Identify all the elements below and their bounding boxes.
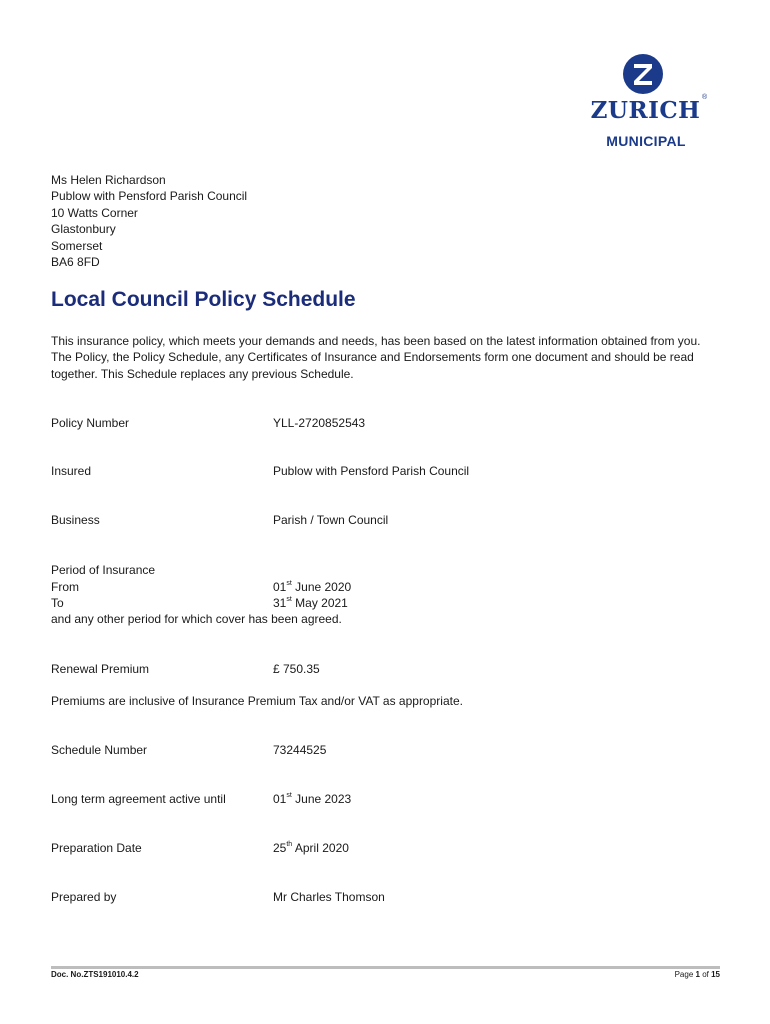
policy-number-value: YLL-2720852543	[273, 416, 366, 430]
renewal-premium-value: £ 750.35	[273, 662, 320, 676]
insured-value: Publow with Pensford Parish Council	[273, 464, 470, 478]
zurich-logo-icon	[623, 54, 663, 94]
period-to-label: To	[51, 596, 64, 610]
footer-doc-number: Doc. No.ZTS191010.4.2	[51, 970, 139, 979]
recipient-postcode: BA6 8FD	[51, 255, 100, 270]
renewal-premium-label: Renewal Premium	[51, 662, 150, 676]
business-value: Parish / Town Council	[273, 513, 389, 527]
recipient-name: Ms Helen Richardson	[51, 173, 166, 187]
recipient-organisation: Publow with Pensford Parish Council	[51, 189, 248, 204]
premium-note: Premiums are inclusive of Insurance Premium Tax and/or VAT as appropriate.	[51, 694, 463, 708]
page-title: Local Council Policy Schedule	[51, 288, 356, 311]
zurich-municipal-logo	[588, 54, 718, 150]
logo-registered-mark: ®	[702, 94, 708, 101]
schedule-number-value: 73244525	[273, 743, 327, 757]
recipient-county: Somerset	[51, 238, 103, 253]
period-note: and any other period for which cover has been agreed.	[51, 612, 342, 626]
recipient-town: Glastonbury	[51, 222, 116, 237]
prepared-by-label: Prepared by	[51, 890, 117, 904]
footer-page-number: Page 1 of 15	[674, 970, 720, 979]
preparation-date-value: 25th April 2020	[273, 841, 349, 855]
policy-number-label: Policy Number	[51, 416, 130, 430]
long-term-value: 01st June 2023	[273, 792, 352, 806]
period-heading: Period of Insurance	[51, 563, 156, 577]
recipient-street: 10 Watts Corner	[51, 205, 138, 220]
logo-brand: ZURICH	[590, 97, 701, 124]
logo-subbrand: MUNICIPAL	[606, 133, 686, 149]
period-to-value: 31st May 2021	[273, 596, 348, 610]
business-label: Business	[51, 513, 100, 527]
footer-divider	[51, 966, 720, 969]
period-from-label: From	[51, 580, 79, 594]
long-term-label: Long term agreement active until	[51, 792, 226, 806]
period-from-value: 01st June 2020	[273, 580, 352, 594]
preparation-date-label: Preparation Date	[51, 841, 142, 855]
prepared-by-value: Mr Charles Thomson	[273, 890, 385, 904]
schedule-number-label: Schedule Number	[51, 743, 148, 757]
intro-paragraph: This insurance policy, which meets your demands and needs, has been based on the latest information obtained from you. The Policy, the Policy Schedule, any Certificates of Insurance and Endorsements form one document and should be read together. This Schedule replaces any previous Schedule.	[51, 334, 701, 381]
insured-label: Insured	[51, 464, 92, 478]
recipient-address	[51, 172, 247, 270]
